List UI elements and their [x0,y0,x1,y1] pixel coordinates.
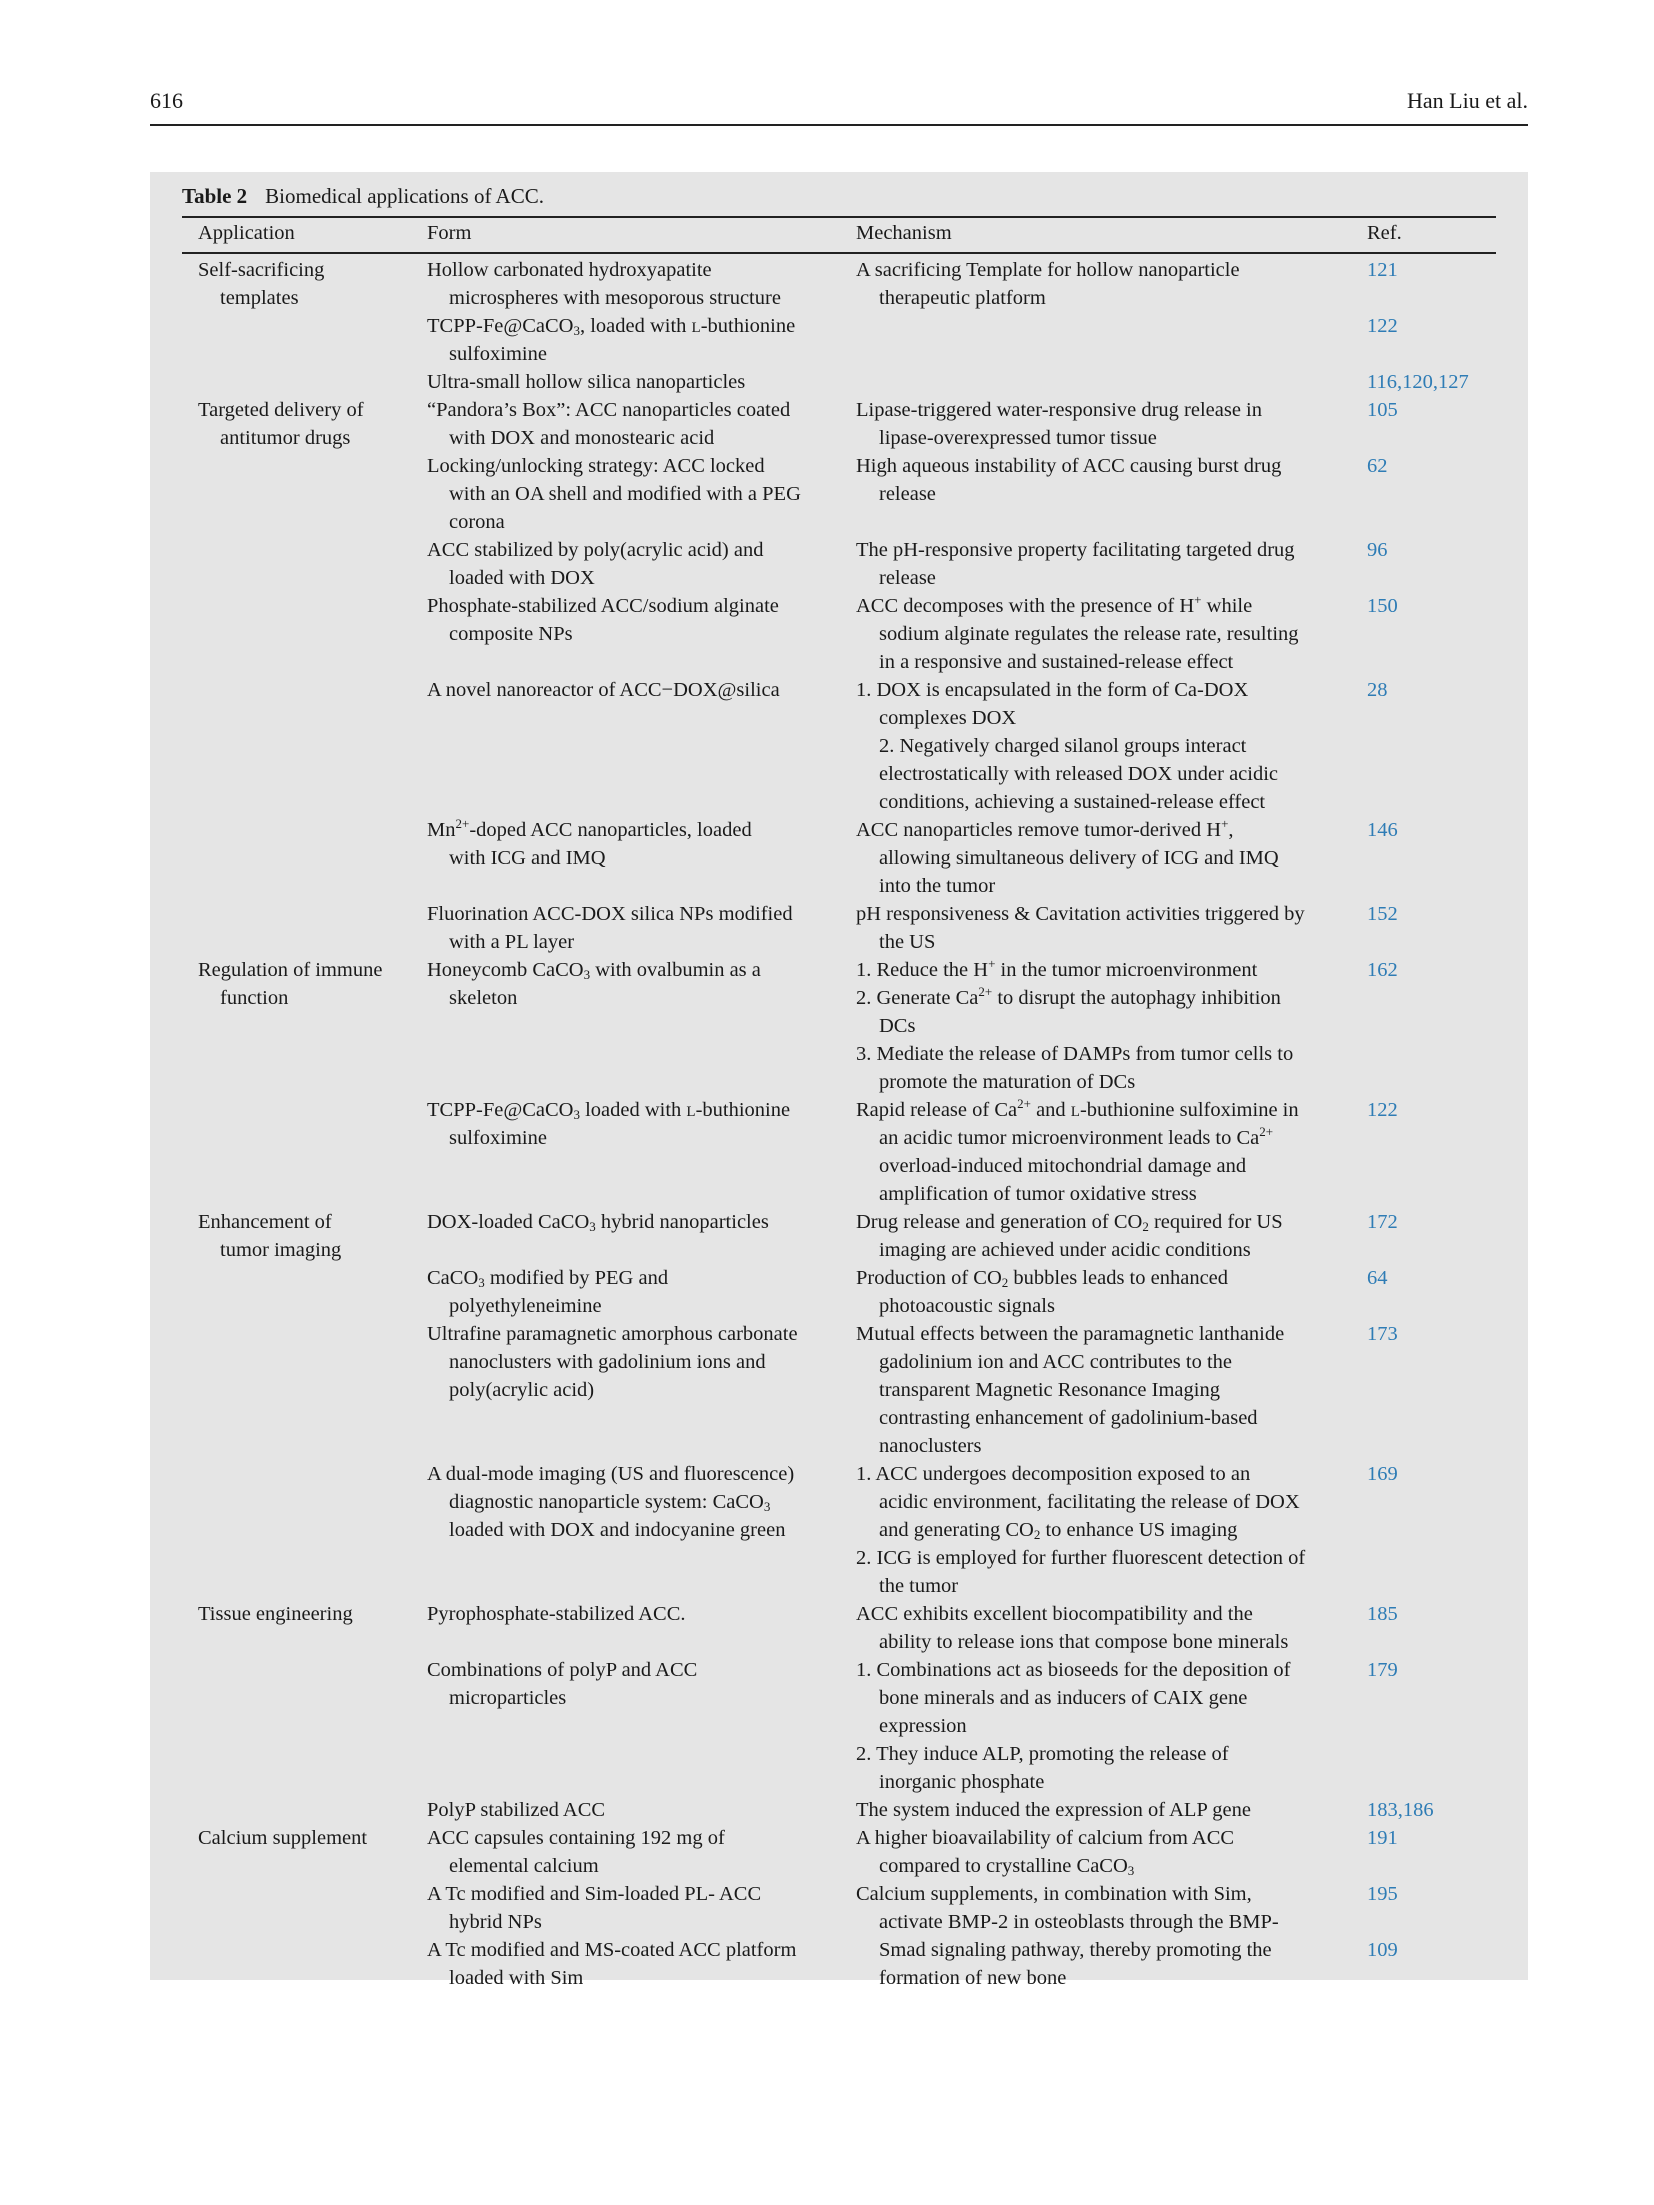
mechanism-cell: therapeutic platform [879,287,1046,309]
ref-link[interactable]: 96 [1367,539,1388,561]
mechanism-cell: in a responsive and sustained-release effect [879,651,1234,673]
form-cell: TCPP-Fe@CaCO$_3$ loaded with L-buthionine [427,1099,791,1122]
form-cell: elemental calcium [449,1855,599,1877]
form-cell: “Pandora’s Box”: ACC nanoparticles coated [427,399,791,421]
mechanism-cell: 1. DOX is encapsulated in the form of Ca-DOX [856,679,1249,701]
application-cell: Targeted delivery of [198,399,364,421]
mechanism-cell: and generating $CO_2$ to enhance US imaging [879,1519,1238,1542]
form-cell: ACC stabilized by poly(acrylic acid) and [427,539,764,561]
mechanism-cell: electrostatically with released DOX under acidic [879,763,1279,785]
form-cell: DOX-loaded CaCO$_3$ hybrid nanoparticles [427,1211,769,1234]
mechanism-cell: Rapid release of $Ca^{2+}$ and L-buthionine sulfoximine in [856,1096,1299,1121]
ref-link[interactable]: 116 [1367,371,1397,393]
form-cell: Honeycomb CaCO$_3$ with ovalbumin as a [427,959,761,982]
mechanism-cell: activate BMP-2 in osteoblasts through the BMP- [879,1911,1279,1933]
form-cell: A novel nanoreactor of ACC−DOX@silica [427,679,780,701]
mechanism-cell: Smad signaling pathway, thereby promoting the [879,1939,1272,1961]
mechanism-cell: ability to release ions that compose bone minerals [879,1631,1289,1653]
mechanism-cell: into the tumor [879,875,996,897]
form-cell: nanoclusters with gadolinium ions and [449,1351,766,1373]
mechanism-cell: amplification of tumor oxidative stress [879,1183,1197,1205]
form-cell: Pyrophosphate-stabilized ACC. [427,1603,686,1625]
application-cell: Tissue engineering [198,1603,353,1625]
ref-link[interactable]: 120 [1402,371,1433,393]
column-header-mechanism: Mechanism [856,222,952,244]
table-header-rule [182,252,1496,254]
form-cell: Combinations of polyP and ACC [427,1659,698,1681]
ref-link-group: 183,186 [1367,1799,1434,1821]
mechanism-cell: bone minerals and as inducers of CAIX gene [879,1687,1248,1709]
mechanism-cell: expression [879,1715,967,1737]
ref-link[interactable]: 127 [1438,371,1469,393]
mechanism-cell: The system induced the expression of ALP gene [856,1799,1251,1821]
application-cell: Enhancement of [198,1211,332,1233]
table-top-rule [182,216,1496,218]
ref-link[interactable]: 152 [1367,903,1398,925]
ref-link[interactable]: 105 [1367,399,1398,421]
ref-link[interactable]: 186 [1402,1799,1434,1821]
mechanism-cell: 2. ICG is employed for further fluorescent detection of [856,1547,1306,1569]
mechanism-cell: High aqueous instability of ACC causing burst drug [856,455,1282,477]
mechanism-cell: A sacrificing Template for hollow nanoparticle [856,259,1240,281]
form-cell: microparticles [449,1687,567,1709]
mechanism-cell: 1. ACC undergoes decomposition exposed to an [856,1463,1251,1485]
mechanism-cell: ACC exhibits excellent biocompatibility and the [856,1603,1253,1625]
form-cell: polyethyleneimine [449,1295,602,1317]
ref-link[interactable]: 173 [1367,1323,1398,1345]
mechanism-cell: DCs [879,1015,916,1037]
mechanism-cell: Drug release and generation of $CO_2$ required for US [856,1211,1283,1234]
ref-link[interactable]: 109 [1367,1939,1398,1961]
form-cell: ACC capsules containing 192 mg of [427,1827,725,1849]
form-cell: loaded with DOX and indocyanine green [449,1519,786,1541]
mechanism-cell: 1. Reduce the H+ in the tumor microenvironment [856,956,1258,981]
mechanism-cell: the tumor [879,1575,959,1597]
form-cell: Ultrafine paramagnetic amorphous carbonate [427,1323,798,1345]
page-number: 616 [150,88,183,113]
ref-link[interactable]: 183 [1367,1799,1398,1821]
form-cell: Fluorination ACC-DOX silica NPs modified [427,903,793,925]
application-cell: antitumor drugs [220,427,351,449]
form-cell: hybrid NPs [449,1911,542,1933]
form-cell: Ultra-small hollow silica nanoparticles [427,371,746,393]
table-caption [182,184,544,209]
form-cell: sulfoximine [449,1127,547,1149]
ref-link[interactable]: 172 [1367,1211,1398,1233]
table-2 [150,172,1528,1989]
table-caption-label: Table 2 [182,184,248,208]
mechanism-cell: ACC nanoparticles remove tumor-derived H+, [856,816,1234,841]
mechanism-cell: overload-induced mitochondrial damage and [879,1155,1247,1177]
mechanism-cell: Lipase-triggered water-responsive drug release in [856,399,1262,421]
mechanism-cell: allowing simultaneous delivery of ICG and IMQ [879,847,1279,869]
mechanism-cell: formation of new bone [879,1967,1067,1989]
ref-link[interactable]: 64 [1367,1267,1388,1289]
mechanism-cell: release [879,567,936,589]
mechanism-cell: The pH-responsive property facilitating targeted drug [856,539,1295,561]
application-cell: function [220,987,289,1009]
application-cell: Regulation of immune [198,959,383,981]
form-cell: TCPP-Fe@CaCO$_3$, loaded with L-buthionine [427,315,796,338]
mechanism-cell: conditions, achieving a sustained-release effect [879,791,1266,813]
ref-link[interactable]: 191 [1367,1827,1398,1849]
ref-link[interactable]: 28 [1367,679,1388,701]
mechanism-cell: 2. Negatively charged silanol groups interact [879,735,1247,757]
form-cell: corona [449,511,505,533]
form-cell: $Mn^{2+}$-doped ACC nanoparticles, loaded [427,816,752,841]
mechanism-cell: lipase-overexpressed tumor tissue [879,427,1157,449]
mechanism-cell: the US [879,931,936,953]
ref-link[interactable]: 195 [1367,1883,1398,1905]
ref-link-group: 116,120,127 [1367,371,1469,393]
ref-link[interactable]: 185 [1367,1603,1398,1625]
form-cell: with ICG and IMQ [449,847,606,869]
ref-link[interactable]: 146 [1367,819,1398,841]
mechanism-cell: Calcium supplements, in combination with Sim, [856,1883,1252,1905]
application-cell: tumor imaging [220,1239,342,1261]
form-cell: loaded with DOX [449,567,595,589]
form-cell: with DOX and monostearic acid [449,427,715,449]
form-cell: composite NPs [449,623,573,645]
mechanism-cell: photoacoustic signals [879,1295,1055,1317]
mechanism-cell: nanoclusters [879,1435,982,1457]
mechanism-cell: Mutual effects between the paramagnetic lanthanide [856,1323,1285,1345]
mechanism-cell: Production of $CO_2$ bubbles leads to enhanced [856,1267,1229,1290]
mechanism-cell: release [879,483,936,505]
mechanism-cell: 2. Generate $Ca^{2+}$ to disrupt the autophagy inhibition [856,984,1281,1009]
ref-link[interactable]: 62 [1367,455,1388,477]
mechanism-cell: compared to crystalline CaCO$_3$ [879,1855,1135,1878]
mechanism-cell: sodium alginate regulates the release rate, resulting [879,623,1299,645]
form-cell: with a PL layer [449,931,575,953]
ref-link[interactable]: 121 [1367,259,1398,281]
mechanism-cell: transparent Magnetic Resonance Imaging [879,1379,1220,1401]
form-cell: CaCO$_3$ modified by PEG and [427,1267,669,1290]
mechanism-cell: contrasting enhancement of gadolinium-based [879,1407,1258,1429]
form-cell: PolyP stabilized ACC [427,1799,606,1821]
form-cell: with an OA shell and modified with a PEG [449,483,801,505]
mechanism-cell: gadolinium ion and ACC contributes to the [879,1351,1233,1373]
form-cell: Hollow carbonated hydroxyapatite [427,259,712,281]
table-caption-text: Biomedical applications of ACC. [265,184,544,208]
application-cell: Calcium supplement [198,1827,368,1849]
mechanism-cell: 3. Mediate the release of DAMPs from tumor cells to [856,1043,1294,1065]
ref-link[interactable]: 122 [1367,315,1398,337]
ref-link[interactable]: 162 [1367,959,1398,981]
mechanism-cell: imaging are achieved under acidic conditions [879,1239,1251,1261]
application-cell: templates [220,287,299,309]
form-cell: A dual-mode imaging (US and fluorescence) [427,1463,795,1485]
form-cell: skeleton [449,987,518,1009]
mechanism-cell: ACC decomposes with the presence of H+ while [856,592,1253,617]
running-head: Han Liu et al. [1407,88,1528,113]
ref-link[interactable]: 169 [1367,1463,1398,1485]
page-header [150,88,1528,126]
ref-link[interactable]: 179 [1367,1659,1398,1681]
column-header-application: Application [198,222,295,244]
ref-link[interactable]: 150 [1367,595,1398,617]
form-cell: loaded with Sim [449,1967,584,1989]
mechanism-cell: promote the maturation of DCs [879,1071,1136,1093]
form-cell: A Tc modified and MS-coated ACC platform [427,1939,797,1961]
mechanism-cell: an acidic tumor microenvironment leads to $Ca^{2+}$ [879,1124,1274,1149]
mechanism-cell: complexes DOX [879,707,1017,729]
mechanism-cell: acidic environment, facilitating the release of DOX [879,1491,1300,1513]
form-cell: poly(acrylic acid) [449,1379,595,1401]
form-cell: microspheres with mesoporous structure [449,287,781,309]
form-cell: diagnostic nanoparticle system: CaCO$_3$ [449,1491,771,1514]
ref-link[interactable]: 122 [1367,1099,1398,1121]
mechanism-cell: 2. They induce ALP, promoting the release of [856,1743,1229,1765]
form-cell: Locking/unlocking strategy: ACC locked [427,455,765,477]
form-cell: A Tc modified and Sim-loaded PL- ACC [427,1883,762,1905]
mechanism-cell: inorganic phosphate [879,1771,1045,1793]
mechanism-cell: 1. Combinations act as bioseeds for the deposition of [856,1659,1291,1681]
form-cell: Phosphate-stabilized ACC/sodium alginate [427,595,779,617]
mechanism-cell: A higher bioavailability of calcium from ACC [856,1827,1235,1849]
column-header-form: Form [427,222,472,244]
mechanism-cell: pH responsiveness & Cavitation activities triggered by [856,903,1305,925]
form-cell: sulfoximine [449,343,547,365]
column-header-ref: Ref. [1367,222,1402,244]
application-cell: Self-sacrificing [198,259,325,281]
